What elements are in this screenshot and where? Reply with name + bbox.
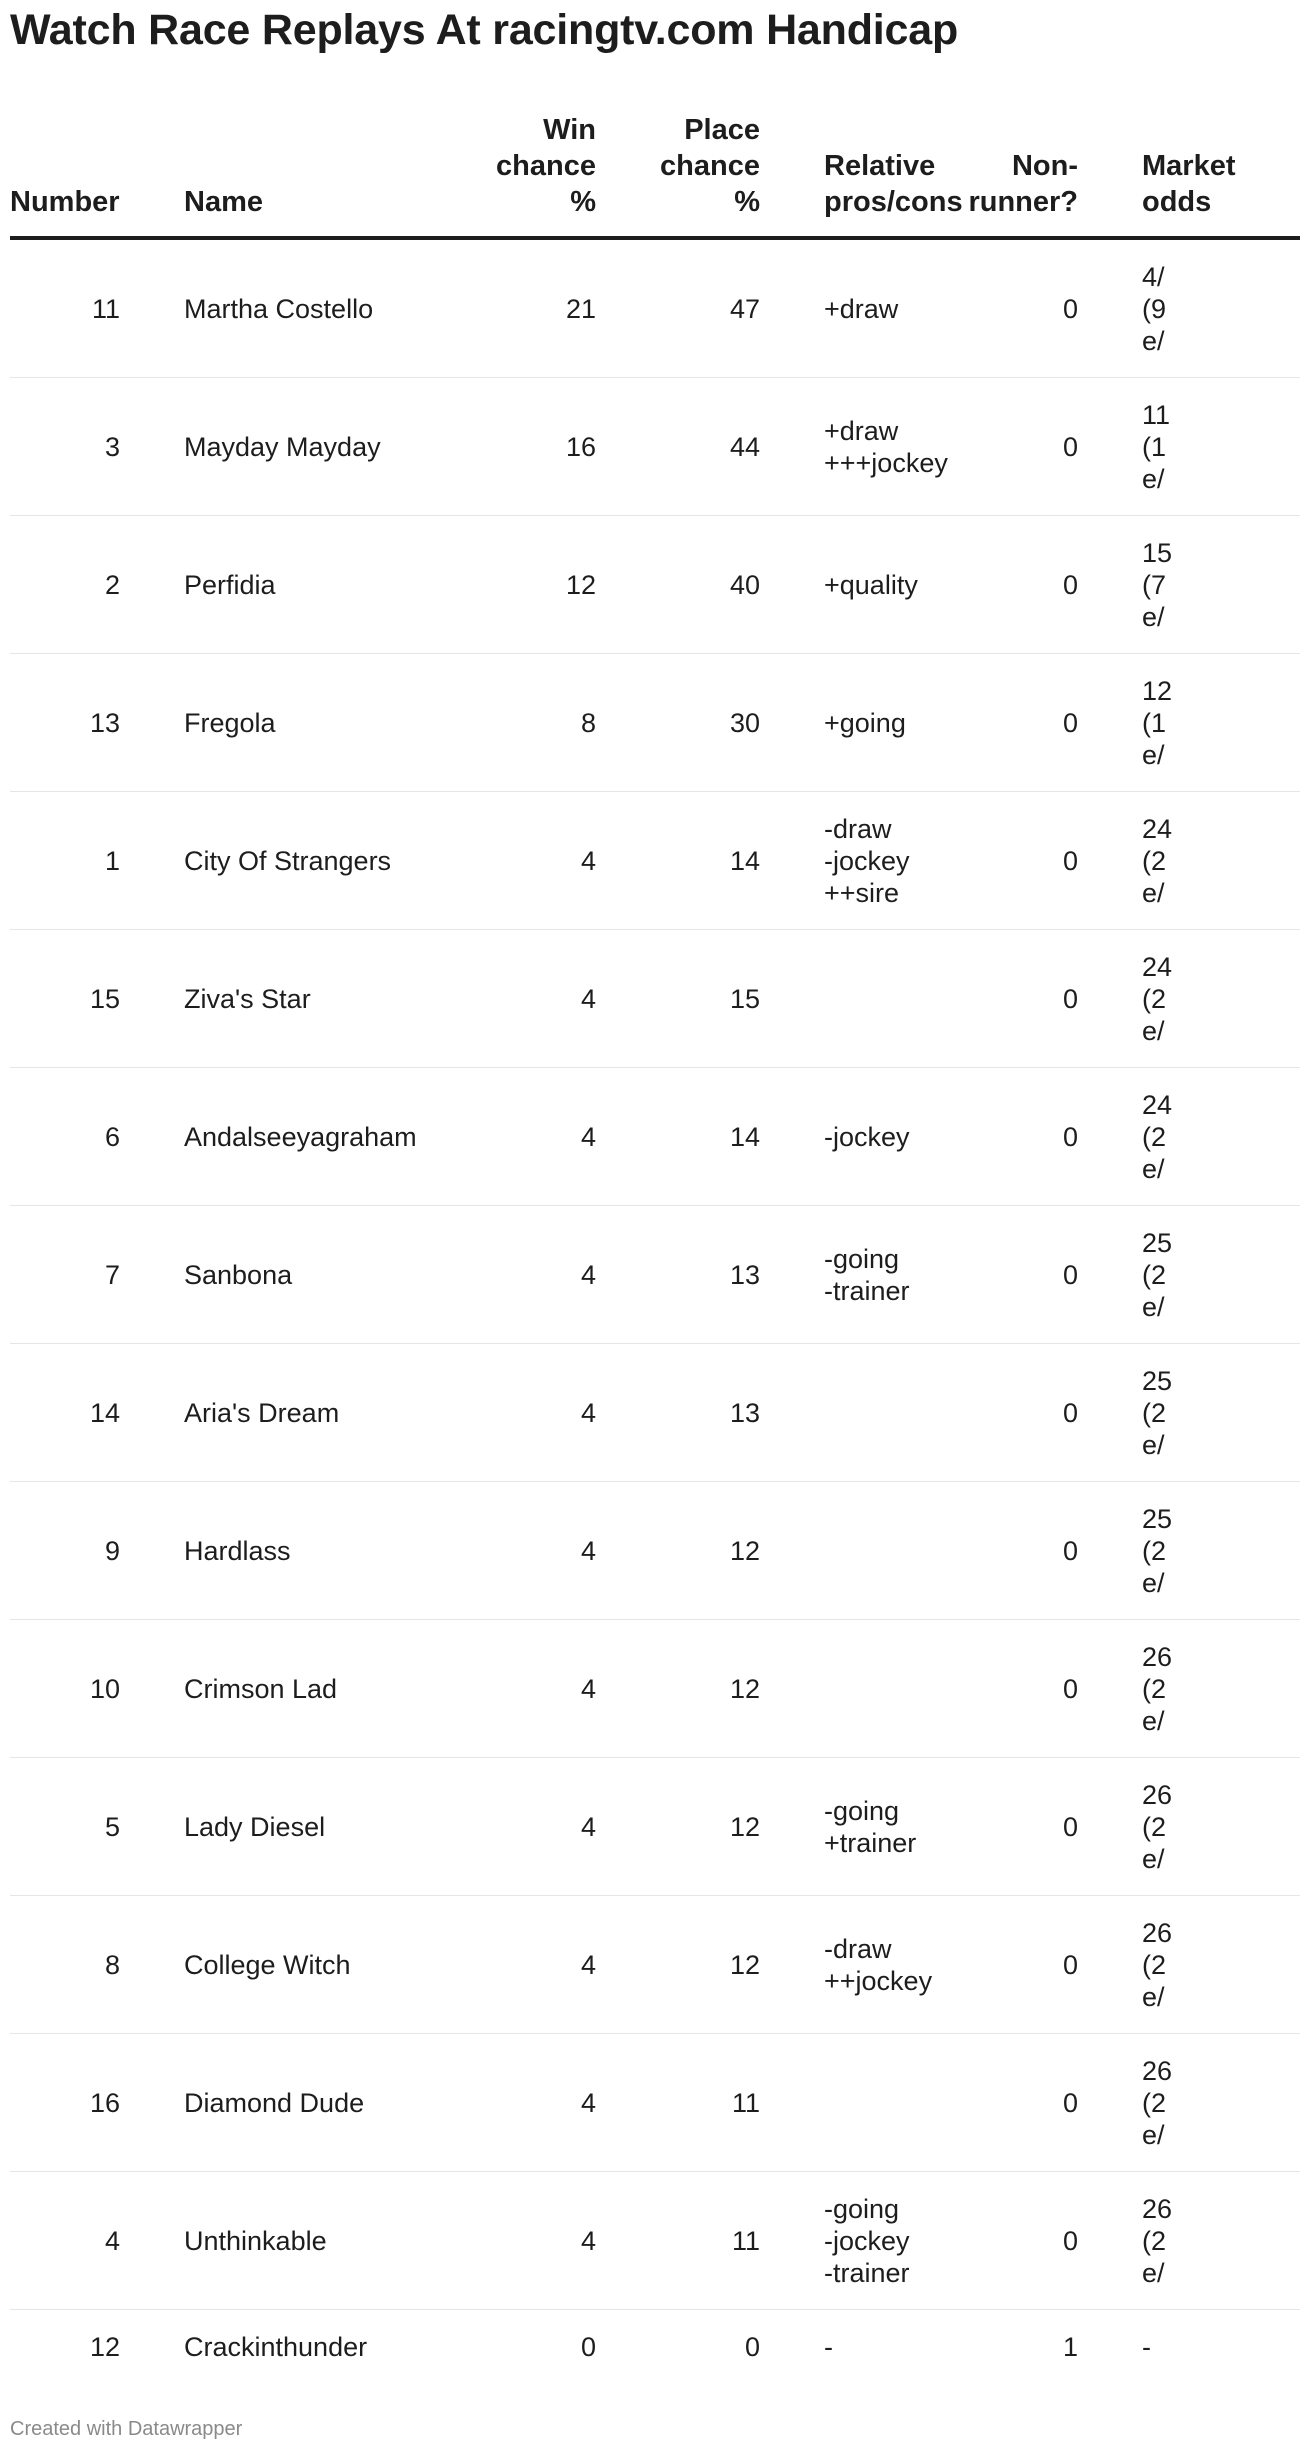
cell-market-odds: 26 (2 e/ <box>1078 2172 1300 2310</box>
cell-place-chance: 40 <box>596 516 760 654</box>
cell-win-chance: 4 <box>402 792 596 930</box>
table-row <box>10 1896 1300 2034</box>
table-row <box>10 2310 1300 2385</box>
table-row <box>10 2172 1300 2310</box>
table-header-row <box>10 100 1300 238</box>
cell-nonrunner: 0 <box>916 2172 1078 2310</box>
table-row <box>10 1206 1300 1344</box>
cell-relative: +going <box>760 654 916 792</box>
odds-table <box>10 100 1300 2384</box>
cell-win-chance: 21 <box>402 238 596 378</box>
cell-number: 1 <box>10 792 120 930</box>
cell-win-chance: 4 <box>402 1206 596 1344</box>
header-win-chance-label: Win chance % <box>496 114 596 218</box>
cell-nonrunner: 1 <box>1062 2332 1078 2362</box>
cell-win-chance: 12 <box>402 516 596 654</box>
cell-name: Mayday Mayday <box>120 378 402 516</box>
cell-relative: -draw -jockey ++sire <box>760 792 916 930</box>
cell-number: 3 <box>10 378 120 516</box>
cell-win-chance: 4 <box>402 2034 596 2172</box>
cell-name: Sanbona <box>120 1206 402 1344</box>
cell-number: 12 <box>89 2332 120 2362</box>
cell-number: 4 <box>10 2172 120 2310</box>
odds-table-container[interactable] <box>10 100 1236 2384</box>
cell-market-odds: 11 (1 e/ <box>1078 378 1300 516</box>
cell-name: Martha Costello <box>120 238 402 378</box>
cell-relative: +draw <box>760 238 916 378</box>
cell-relative <box>760 2034 916 2172</box>
table-row <box>10 516 1300 654</box>
header-relative[interactable] <box>760 100 963 238</box>
cell-name: Aria's Dream <box>120 1344 402 1482</box>
cell-nonrunner: 0 <box>916 238 1078 378</box>
table-row <box>10 238 1300 378</box>
cell-market-odds: 26 (2 e/ <box>1078 1620 1300 1758</box>
cell-name: Diamond Dude <box>120 2034 402 2172</box>
cell-relative: +draw +++jockey <box>760 378 916 516</box>
cell-name: Crackinthunder <box>184 2332 368 2362</box>
cell-nonrunner: 0 <box>916 654 1078 792</box>
cell-number: 10 <box>10 1620 120 1758</box>
table-row <box>10 1482 1300 1620</box>
table-body <box>10 238 1300 2384</box>
cell-relative: - <box>824 2332 833 2362</box>
table-row <box>10 792 1300 930</box>
cell-name: College Witch <box>120 1896 402 2034</box>
cell-place-chance: 12 <box>596 1482 760 1620</box>
cell-nonrunner: 0 <box>916 2034 1078 2172</box>
cell-win-chance: 4 <box>402 2172 596 2310</box>
cell-market-odds: 25 (2 e/ <box>1078 1344 1300 1482</box>
cell-nonrunner: 0 <box>916 378 1078 516</box>
header-nonrunner-label: Non-runner? <box>968 150 1078 218</box>
cell-relative: -going -trainer <box>760 1206 916 1344</box>
cell-nonrunner: 0 <box>916 930 1078 1068</box>
cell-relative <box>760 930 916 1068</box>
cell-win-chance: 8 <box>402 654 596 792</box>
cell-place-chance: 44 <box>596 378 760 516</box>
cell-name: Crimson Lad <box>120 1620 402 1758</box>
cell-nonrunner: 0 <box>916 1620 1078 1758</box>
cell-place-chance: 12 <box>596 1620 760 1758</box>
cell-market-odds: 25 (2 e/ <box>1078 1206 1300 1344</box>
cell-number: 5 <box>10 1758 120 1896</box>
cell-place-chance: 0 <box>744 2332 760 2362</box>
cell-place-chance: 47 <box>596 238 760 378</box>
cell-market-odds: 25 (2 e/ <box>1078 1482 1300 1620</box>
cell-name: Perfidia <box>120 516 402 654</box>
cell-relative: -jockey <box>760 1068 916 1206</box>
cell-number: 6 <box>10 1068 120 1206</box>
cell-place-chance: 11 <box>596 2172 760 2310</box>
cell-win-chance: 4 <box>402 1482 596 1620</box>
cell-win-chance: 4 <box>402 1896 596 2034</box>
cell-place-chance: 12 <box>596 1758 760 1896</box>
header-name[interactable]: Name <box>120 100 402 238</box>
cell-nonrunner: 0 <box>916 1482 1078 1620</box>
cell-relative: -going -jockey -trainer <box>760 2172 916 2310</box>
cell-place-chance: 30 <box>596 654 760 792</box>
table-row <box>10 1758 1300 1896</box>
cell-place-chance: 14 <box>596 792 760 930</box>
cell-number: 11 <box>10 238 120 378</box>
table-row <box>10 654 1300 792</box>
cell-market-odds: 26 (2 e/ <box>1078 1896 1300 2034</box>
cell-market-odds: 26 (2 e/ <box>1078 2034 1300 2172</box>
cell-market-odds: 24 (2 e/ <box>1078 930 1300 1068</box>
cell-place-chance: 15 <box>596 930 760 1068</box>
table-row <box>10 2034 1300 2172</box>
cell-number: 15 <box>10 930 120 1068</box>
header-place-chance[interactable] <box>596 100 760 238</box>
cell-name: Ziva's Star <box>120 930 402 1068</box>
cell-win-chance: 4 <box>402 1344 596 1482</box>
cell-win-chance: 0 <box>580 2332 596 2362</box>
cell-number: 9 <box>10 1482 120 1620</box>
cell-nonrunner: 0 <box>916 1344 1078 1482</box>
cell-nonrunner: 0 <box>916 1206 1078 1344</box>
header-market-odds-label: Market odds <box>1142 150 1236 218</box>
table-row <box>10 1344 1300 1482</box>
table-row <box>10 930 1300 1068</box>
header-place-chance-label: Place chance % <box>660 114 760 218</box>
header-relative-label: Relative pros/cons <box>824 150 963 218</box>
cell-relative: -draw ++jockey <box>760 1896 916 2034</box>
cell-number: 13 <box>10 654 120 792</box>
cell-market-odds: - <box>1142 2332 1151 2362</box>
cell-name: Andalseeyagraham <box>120 1068 402 1206</box>
cell-relative: +quality <box>760 516 916 654</box>
cell-name: Fregola <box>120 654 402 792</box>
cell-nonrunner: 0 <box>916 1758 1078 1896</box>
cell-market-odds: 12 (1 e/ <box>1078 654 1300 792</box>
cell-market-odds: 24 (2 e/ <box>1078 1068 1300 1206</box>
header-win-chance[interactable] <box>402 100 596 238</box>
cell-number: 16 <box>10 2034 120 2172</box>
cell-nonrunner: 0 <box>916 1896 1078 2034</box>
cell-name: City Of Strangers <box>120 792 402 930</box>
cell-name: Hardlass <box>120 1482 402 1620</box>
header-number[interactable]: Number <box>10 100 120 238</box>
cell-market-odds: 24 (2 e/ <box>1078 792 1300 930</box>
cell-name: Lady Diesel <box>120 1758 402 1896</box>
chart-title: Watch Race Replays At racingtv.com Handicap <box>10 6 959 54</box>
cell-market-odds: 15 (7 e/ <box>1078 516 1300 654</box>
cell-number: 2 <box>10 516 120 654</box>
cell-number: 7 <box>10 1206 120 1344</box>
cell-number: 8 <box>10 1896 120 2034</box>
cell-place-chance: 13 <box>596 1344 760 1482</box>
header-market-odds[interactable] <box>1078 100 1300 238</box>
cell-market-odds: 26 (2 e/ <box>1078 1758 1300 1896</box>
table-row <box>10 1620 1300 1758</box>
cell-place-chance: 14 <box>596 1068 760 1206</box>
cell-nonrunner: 0 <box>916 792 1078 930</box>
cell-nonrunner: 0 <box>916 516 1078 654</box>
cell-win-chance: 4 <box>402 1068 596 1206</box>
cell-nonrunner: 0 <box>916 1068 1078 1206</box>
cell-place-chance: 11 <box>596 2034 760 2172</box>
cell-number: 14 <box>10 1344 120 1482</box>
cell-relative: -going +trainer <box>760 1758 916 1896</box>
cell-market-odds: 4/ (9 e/ <box>1078 238 1300 378</box>
table-row <box>10 378 1300 516</box>
table-row <box>10 1068 1300 1206</box>
cell-relative <box>760 1344 916 1482</box>
cell-relative <box>760 1620 916 1758</box>
cell-place-chance: 13 <box>596 1206 760 1344</box>
cell-win-chance: 16 <box>402 378 596 516</box>
cell-name: Unthinkable <box>120 2172 402 2310</box>
cell-place-chance: 12 <box>596 1896 760 2034</box>
cell-win-chance: 4 <box>402 1620 596 1758</box>
footer-credit: Created with Datawrapper <box>10 2418 243 2440</box>
cell-win-chance: 4 <box>402 1758 596 1896</box>
cell-win-chance: 4 <box>402 930 596 1068</box>
cell-relative <box>760 1482 916 1620</box>
